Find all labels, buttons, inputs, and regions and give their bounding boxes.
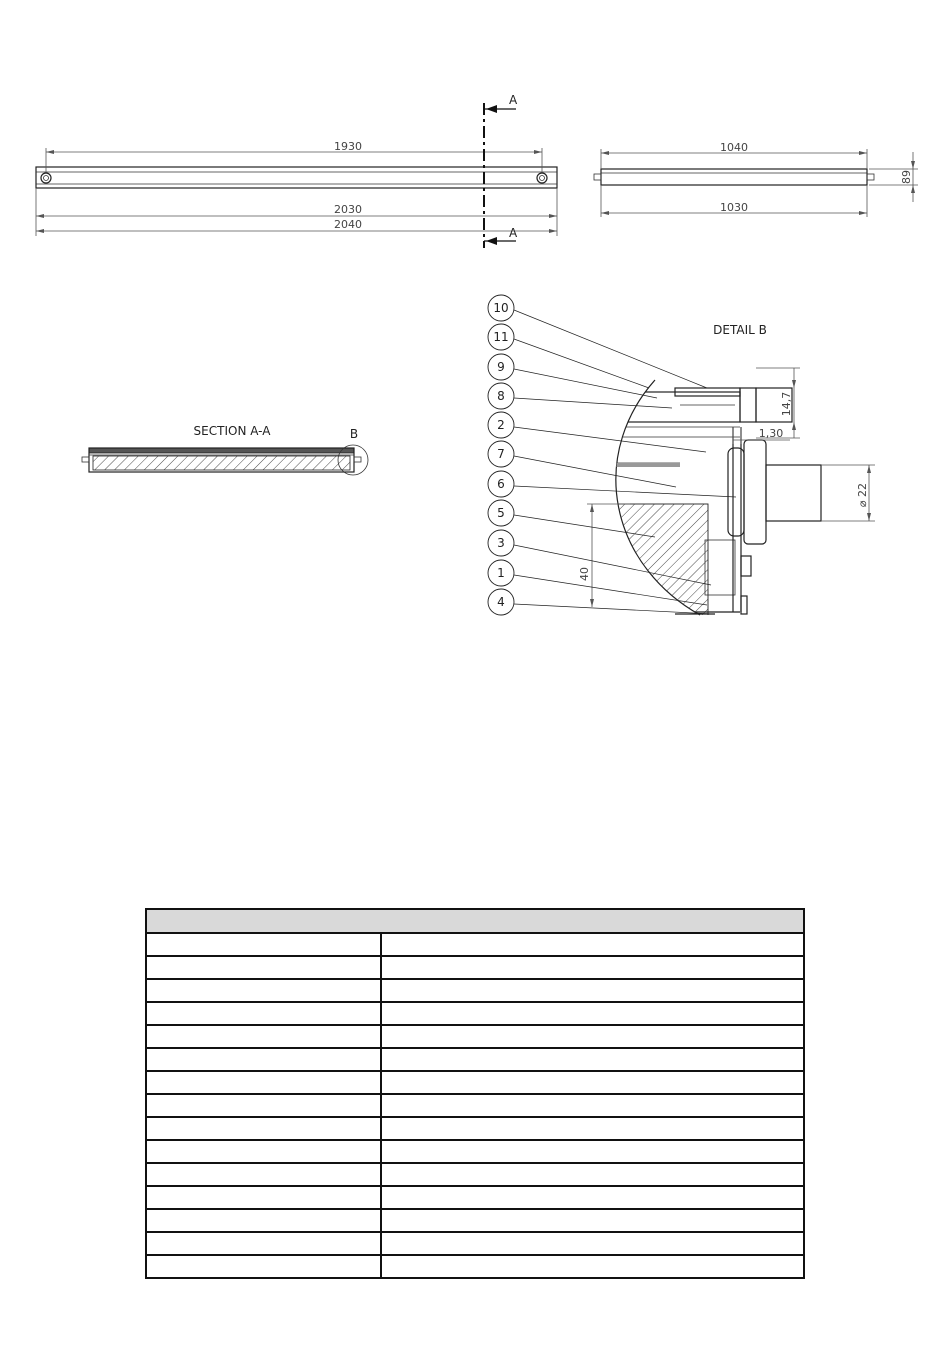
dimension-2040	[36, 218, 557, 233]
dim-text-89: 89	[900, 170, 913, 184]
table-row	[146, 979, 804, 1002]
section-body	[82, 448, 361, 472]
table-cell	[381, 1163, 804, 1186]
table-cell	[381, 1255, 804, 1278]
callout-6	[488, 471, 514, 497]
pin	[766, 465, 821, 521]
table-row	[146, 1117, 804, 1140]
table-cell	[381, 979, 804, 1002]
table-cell	[381, 1025, 804, 1048]
detail-b-view	[488, 295, 875, 616]
callout-bubbles	[488, 295, 514, 615]
table-row	[146, 1025, 804, 1048]
svg-text:10: 10	[493, 301, 509, 315]
table-cell	[146, 1048, 381, 1071]
table-cell	[146, 1163, 381, 1186]
svg-text:2: 2	[497, 418, 505, 432]
table-cell	[146, 1094, 381, 1117]
parts-table-body	[146, 933, 804, 1278]
table-cell	[146, 1117, 381, 1140]
table-cell	[146, 933, 381, 956]
dimension-1030	[601, 185, 867, 217]
parts-table	[145, 908, 805, 1279]
dimension-2030	[36, 188, 557, 236]
table-cell	[381, 1117, 804, 1140]
section-a-a-view	[82, 424, 368, 475]
side-view-body	[594, 169, 874, 185]
detail-title: DETAIL B	[713, 323, 767, 337]
table-cell	[381, 1048, 804, 1071]
top-view	[36, 93, 557, 248]
table-row	[146, 1163, 804, 1186]
callout-8	[488, 383, 514, 409]
table-cell	[146, 1232, 381, 1255]
table-row	[146, 1232, 804, 1255]
table-cell	[146, 1002, 381, 1025]
table-cell	[146, 1025, 381, 1048]
end-pin-right	[537, 173, 547, 183]
table-cell	[381, 1071, 804, 1094]
dim-text-1-30: 1,30	[758, 427, 784, 440]
section-line-a-a	[484, 93, 518, 248]
dim-text-1040: 1040	[720, 141, 748, 154]
dim-text-2030: 2030	[334, 203, 362, 216]
table-row	[146, 1048, 804, 1071]
callout-4	[488, 589, 514, 615]
svg-text:5: 5	[497, 506, 505, 520]
table-row	[146, 933, 804, 956]
dimension-89	[869, 152, 918, 202]
table-cell	[146, 1209, 381, 1232]
detail-ref-label: B	[349, 427, 359, 441]
callout-3	[488, 530, 514, 556]
table-cell	[146, 1140, 381, 1163]
top-view-body	[36, 167, 557, 188]
svg-text:11: 11	[493, 330, 509, 344]
table-row	[146, 1209, 804, 1232]
svg-text:6: 6	[497, 477, 505, 491]
section-mark-bottom: A	[509, 226, 518, 240]
dimension-1040	[601, 141, 867, 169]
table-row	[146, 1255, 804, 1278]
table-row	[146, 1071, 804, 1094]
table-row	[146, 1186, 804, 1209]
table-cell	[146, 956, 381, 979]
table-row	[146, 1002, 804, 1025]
table-cell	[381, 1232, 804, 1255]
end-pin-left	[41, 173, 51, 183]
dim-text-1030: 1030	[720, 201, 748, 214]
dim-text-1930: 1930	[334, 140, 362, 153]
side-view	[594, 141, 918, 217]
callout-2	[488, 412, 514, 438]
table-row	[146, 1094, 804, 1117]
callout-9	[488, 354, 514, 380]
svg-text:9: 9	[497, 360, 505, 374]
callout-5	[488, 500, 514, 526]
parts-table-header	[146, 909, 804, 933]
svg-text:4: 4	[497, 595, 505, 609]
dim-text-40: 40	[578, 567, 591, 581]
svg-text:7: 7	[497, 447, 505, 461]
table-cell	[381, 1002, 804, 1025]
section-mark-top: A	[509, 93, 518, 107]
table-cell	[381, 1186, 804, 1209]
dimension-dia-22	[821, 465, 875, 521]
dim-text-dia-22: ⌀ 22	[856, 482, 869, 508]
dim-text-14-7: 14,7	[780, 391, 793, 417]
table-cell	[381, 956, 804, 979]
dim-text-2040: 2040	[334, 218, 362, 231]
callout-1	[488, 560, 514, 586]
svg-text:3: 3	[497, 536, 505, 550]
table-cell	[381, 1140, 804, 1163]
table-cell	[381, 1094, 804, 1117]
table-cell	[146, 1186, 381, 1209]
table-cell	[381, 1209, 804, 1232]
callout-10	[488, 295, 514, 321]
table-row	[146, 956, 804, 979]
parts-table-header-row	[146, 909, 804, 933]
callout-7	[488, 441, 514, 467]
svg-text:8: 8	[497, 389, 505, 403]
table-cell	[146, 979, 381, 1002]
callout-11	[488, 324, 514, 350]
svg-text:1: 1	[497, 566, 505, 580]
table-cell	[381, 933, 804, 956]
table-row	[146, 1140, 804, 1163]
table-cell	[146, 1071, 381, 1094]
section-title: SECTION A-A	[193, 424, 271, 438]
table-cell	[146, 1255, 381, 1278]
